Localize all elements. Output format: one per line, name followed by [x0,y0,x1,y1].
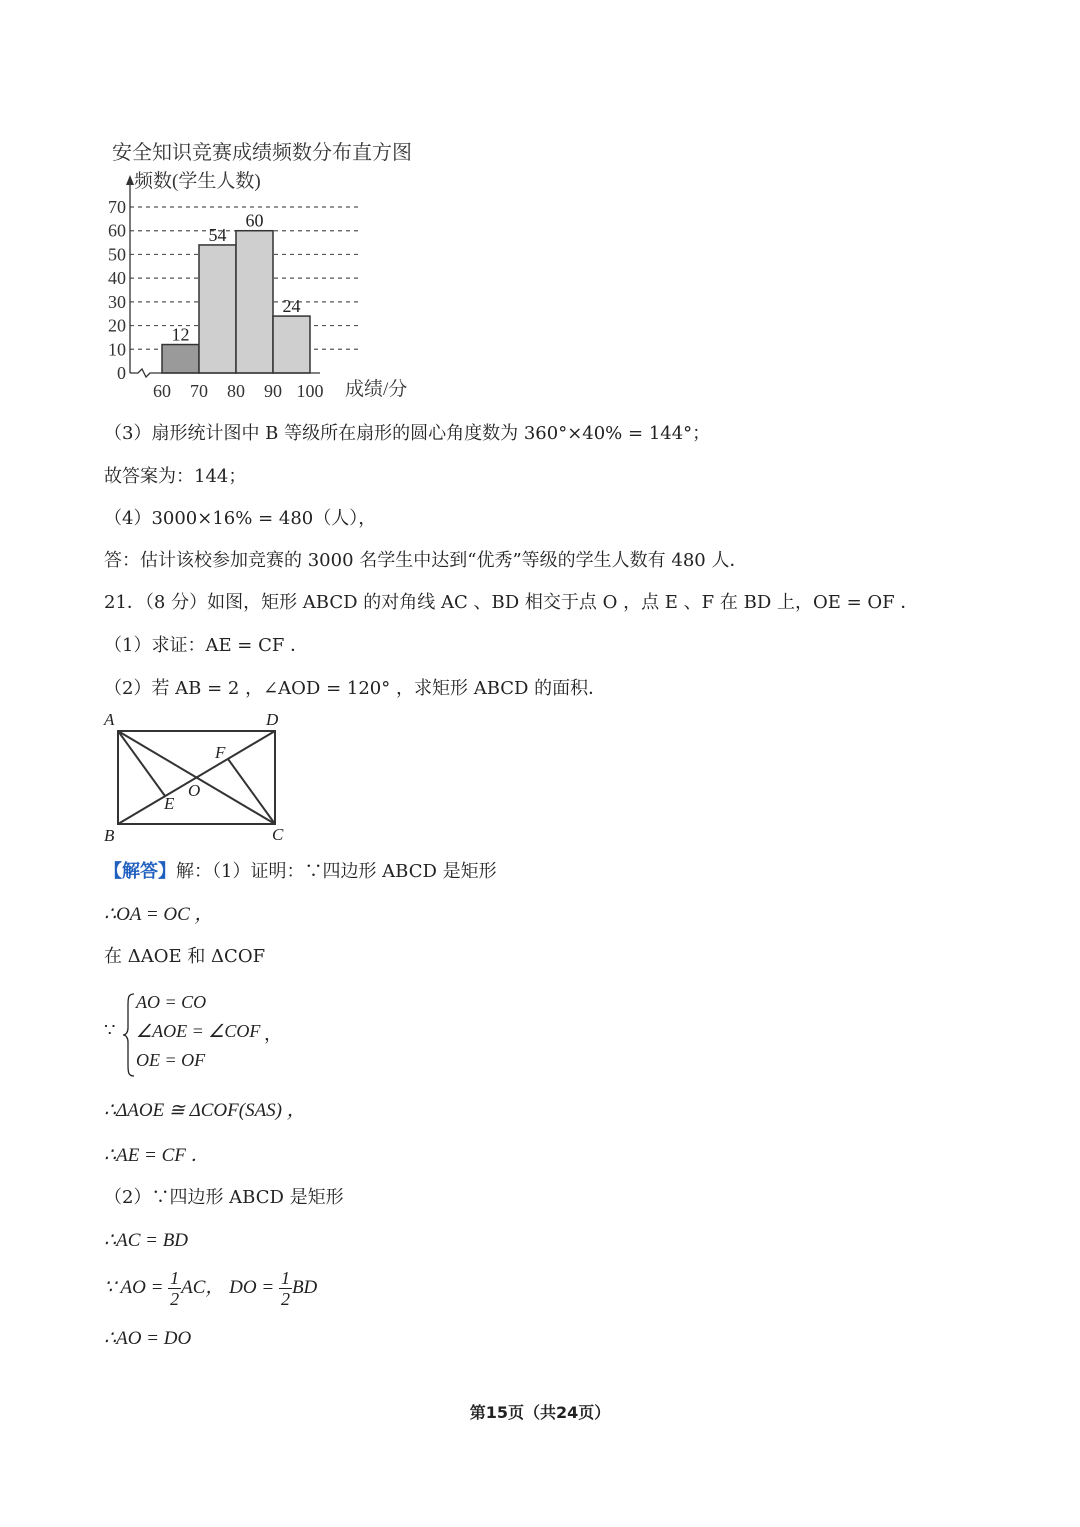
fraction-1-denominator: 2 [170,1289,180,1310]
fraction-half-1 [168,1268,181,1309]
halves-b: AC， DO = [181,1277,275,1298]
q4-answer: 答：估计该校参加竞赛的 3000 名学生中达到“优秀”等级的学生人数有 480 人． [104,550,748,571]
y-tick-label: 0 [117,363,126,383]
step-ae-cf: ∴AE = CF ． [104,1145,210,1166]
segment-ae [118,731,165,796]
system-row-2: ∠AOE = ∠COF [136,1021,261,1041]
y-tick-label: 70 [108,197,126,217]
q21-part1: （1）求证：AE = CF ． [104,635,309,656]
q3-answer: 故答案为：144； [104,466,247,487]
bar-value-label: 12 [171,324,190,345]
page-footer: 第15页（共24页） [469,1403,611,1422]
answer-start: 解：（1）证明：∵四边形 ABCD 是矩形 [176,861,497,882]
x-axis-label: 成绩/分 [345,379,408,400]
label-b: B [104,826,115,845]
bar-value-label: 60 [245,210,264,231]
fraction-2-numerator: 1 [280,1268,290,1289]
label-e: E [164,794,175,813]
y-tick-label: 60 [108,220,126,241]
histogram-chart [100,135,430,410]
step-halves [104,1266,317,1310]
system-row-3: OE = OF [136,1050,206,1070]
label-c: C [272,825,284,844]
x-tick-label: 90 [264,381,282,401]
system-row-1: AO = CO [136,992,207,1012]
fraction-half-2 [279,1268,292,1309]
segment-cf [228,759,275,824]
x-tick-label: 80 [227,381,245,401]
bar-value-label: 54 [208,224,227,245]
x-tick-label: 70 [190,381,208,401]
answer-line [104,860,497,884]
q4-text: （4）3000×16% = 480（人）， [104,508,377,529]
x-tick-label: 60 [153,381,171,401]
x-tick-label: 100 [296,381,324,401]
y-tick-label: 10 [108,339,126,360]
fraction-2-denominator: 2 [280,1289,290,1310]
chart-title: 安全知识竞赛成绩频数分布直方图 [112,142,412,164]
y-axis-label: 频数(学生人数) [134,171,261,192]
bar-value-label: 24 [282,296,301,317]
step-ao-do: ∴AO = DO [104,1328,192,1349]
y-axis-arrow [126,175,134,185]
fraction-1-numerator: 1 [170,1268,180,1289]
label-d: D [266,710,279,729]
y-tick-label: 40 [108,268,126,289]
halves-a: ∵ AO = [104,1277,164,1298]
system-comma: ， [264,1024,282,1045]
label-a: A [104,710,115,729]
step-congruent: ∴ΔAOE ≅ ΔCOF(SAS) ， [104,1100,306,1121]
y-tick-label: 50 [108,244,126,265]
part2-start: （2）∵四边形 ABCD 是矩形 [104,1187,344,1208]
equation-system [104,990,364,1080]
histogram-bar [162,345,199,373]
because-symbol: ∵ [104,1020,116,1041]
label-f: F [215,743,226,762]
answer-tag: 【解答】 [104,861,176,882]
halves-c: BD [291,1277,318,1298]
y-tick-label: 20 [108,315,126,336]
q3-text: （3）扇形统计图中 B 等级所在扇形的圆心角度数为 360°×40% = 144°； [104,423,711,444]
histogram-bar [236,231,273,373]
y-tick-label: 30 [108,291,126,312]
left-brace [122,992,136,1078]
label-o: O [188,781,201,800]
step-ac-bd: ∴AC = BD [104,1230,189,1251]
step-triangles: 在 ΔAOE 和 ΔCOF [104,946,266,967]
step-oa-oc: ∴OA = OC ， [104,904,214,925]
q21-part2: （2）若 AB = 2 ，∠AOD = 120° ，求矩形 ABCD 的面积． [104,678,607,699]
histogram-bar [273,316,310,373]
histogram-bar [199,245,236,373]
q21-heading: 21．（8 分）如图，矩形 ABCD 的对角线 AC 、BD 相交于点 O ，点 E 、F 在 BD 上，OE = OF ． [104,592,919,613]
rectangle-figure [100,708,300,848]
